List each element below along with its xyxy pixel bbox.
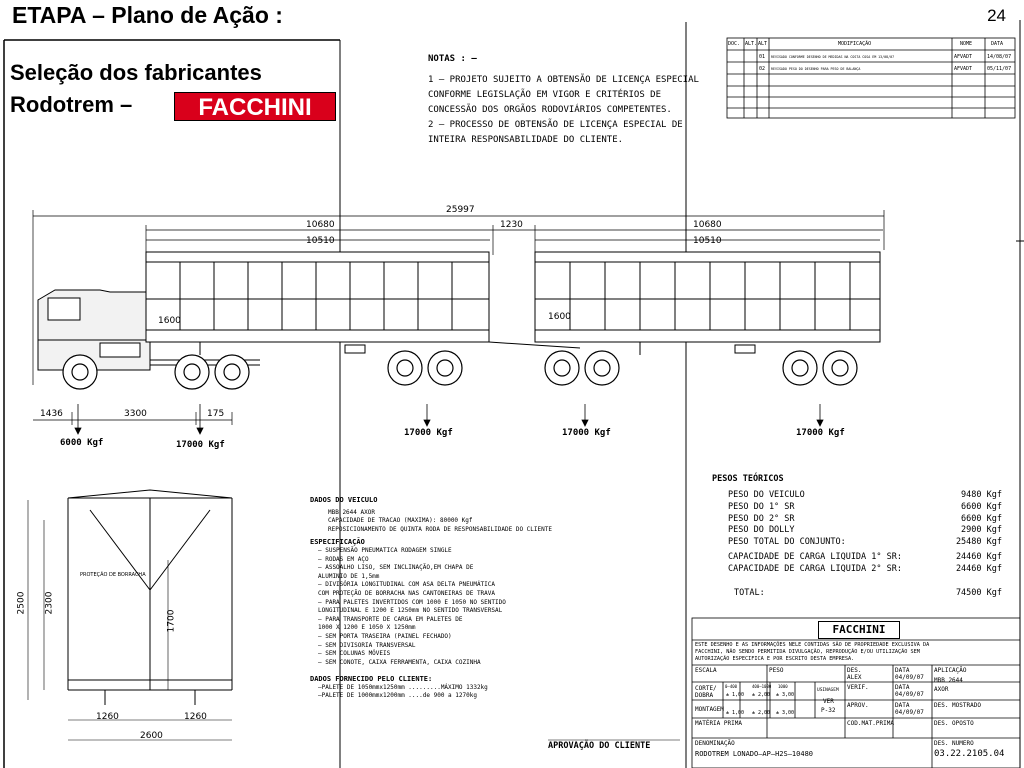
spec-line: – SEM CONOTE, CAIXA FERRAMENTA, CAIXA COZINHA: [318, 658, 481, 666]
load-front-axle: 6000 Kgf: [60, 438, 104, 448]
dim-height-1: 1600: [158, 316, 181, 326]
pesos-row: CAPACIDADE DE CARGA LIQUIDA 2° SR: 24460 Kgf: [728, 563, 1002, 574]
note-line: CONFORME LEGISLAÇÃO EM VIGOR E CRITÉRIOS DE: [428, 90, 661, 100]
spec-line: – SEM DIVISORIA TRANSVERSAL: [318, 641, 416, 649]
slide-number: 24: [987, 6, 1006, 25]
tb-dobra: DOBRA: [695, 692, 714, 699]
spec-title: ESPECIFICAÇÃO: [310, 538, 365, 547]
tb-tol: ± 3,00: [776, 710, 795, 716]
pesos-row: PESO TOTAL DO CONJUNTO: 25480 Kgf: [728, 537, 1002, 548]
dim-trailer1-outer: 10680: [306, 220, 335, 230]
spec-line: – SEM COLUNAS MÓVEIS: [318, 650, 391, 658]
dim-wheelbase: 3300: [124, 409, 147, 419]
note-line: 1 – PROJETO SUJEITO A OBTENSÃO DE LICENÇA ESPECIAL: [428, 75, 699, 85]
subtitle-line-1: Seleção dos fabricantes: [10, 60, 262, 85]
tb-aplicacao: APLICAÇÃO: [934, 667, 967, 674]
load-trailer2: 17000 Kgf: [796, 428, 845, 438]
tb-data-1: 04/09/07: [895, 674, 924, 681]
section-height-mid: 2300: [44, 591, 55, 615]
rev-row-data: 14/08/07: [987, 54, 1012, 60]
section-width-right: 1260: [184, 712, 207, 722]
tb-peso: PESO: [769, 667, 784, 674]
load-trailer1: 17000 Kgf: [404, 428, 453, 438]
section-height-outer: 2500: [16, 591, 27, 615]
dim-rear: 175: [207, 409, 225, 419]
spec-line: – SEM PORTA TRASEIRA (PAINEL FECHADO): [318, 632, 452, 640]
tb-usinagem: USINAGEM: [817, 688, 839, 693]
pesos-title: PESOS TEÓRICOS: [712, 474, 784, 484]
tb-verif: VERIF.: [847, 684, 869, 691]
rev-header-alt: ALT.: [745, 41, 758, 47]
tb-cod-mat-prima: COD.MAT.PRIMA: [847, 720, 894, 727]
tb-data-2: 04/09/07: [895, 691, 924, 698]
note-line: 2 – PROCESSO DE OBTENSÃO DE LICENÇA ESPECIAL DE: [428, 120, 683, 130]
spec-line: ALUMINIO DE 1,5mm: [318, 572, 380, 580]
client-approval: APROVAÇÃO DO CLIENTE: [548, 741, 651, 751]
wheels: [63, 351, 857, 389]
rev-header-alt2: ALT: [758, 41, 768, 47]
tb-disclaimer: FACCHINI, NÃO SENDO PERMITIDA DIVULGAÇÃO, REPRODUÇÃO E/OU UTILIZAÇÃO SEM: [695, 649, 920, 655]
spec-line: – RODAS EM AÇO: [318, 555, 369, 563]
rev-row-alt: 01: [759, 54, 766, 60]
spec-line: LONGITUDINAL E 1200 E 1250mm NO SENTIDO TRANSVERSAL: [318, 607, 503, 615]
pesos-row: PESO DO VEICULO 9480 Kgf: [728, 490, 1002, 500]
tb-des-name: ALEX: [847, 674, 862, 681]
supplied-line: –PALETE DE 1000mmx1200mm ....de 900 a 1270kg: [318, 692, 477, 700]
tb-denominacao-value: RODOTREM LONADO–AP–H2S–10480: [695, 750, 814, 758]
dim-trailer2-inner: 10510: [693, 236, 722, 246]
rev-row-nome: AFVADT: [954, 54, 973, 60]
notes-heading: NOTAS : –: [428, 54, 477, 64]
spec-line: – SUSPENSÃO PNEUMATICA RODAGEM SINGLE: [318, 546, 452, 554]
tb-tol: ± 2,00: [752, 692, 771, 698]
trailer-2: [535, 252, 880, 355]
tb-data-label: DATA: [895, 684, 910, 691]
trailer-1: [146, 252, 580, 355]
rev-row-mod: REVISADO PESO DO DESENHO PARA PESO DE BALANÇA: [771, 67, 861, 71]
rev-row-data: 05/11/07: [987, 66, 1012, 72]
slide-title: ETAPA – Plano de Ação :: [12, 2, 283, 28]
tb-des-numero-value: 03.22.2105.04: [934, 749, 1005, 759]
vehicle-data-block: [310, 492, 560, 701]
spec-line: COM PROTEÇÃO DE BORRACHA NAS CANTONEIRAS DE TRAVA: [318, 589, 496, 597]
tb-denominacao: DENOMINAÇÃO: [695, 740, 735, 747]
spec-line: – PARA TRANSPORTE DE CARGA EM PALETES DE: [318, 615, 463, 623]
tb-tol: ± 1,00: [726, 710, 745, 716]
rev-row-alt: 02: [759, 66, 766, 72]
dim-total: 25997: [446, 205, 475, 215]
pesos-total: TOTAL: 74500 Kgf: [734, 587, 1002, 598]
tb-disclaimer: ESTE DESENHO E AS INFORMAÇÕES NELE CONTIDAS SÃO DE PROPRIEDADE EXCLUSIVA DA: [695, 642, 930, 648]
tb-tol: ± 2,00: [752, 710, 771, 716]
section-width-left: 1260: [96, 712, 119, 722]
pesos-row: PESO DO 2° SR 6600 Kgf: [728, 513, 1002, 524]
spec-line: – PARA PALETES INVERTIDOS COM 1000 E 1050 NO SENTIDO: [318, 598, 506, 606]
tb-tol-range: 1000: [778, 684, 788, 689]
dados-vehicle-line: CAPACIDADE DE TRACAO (MAXIMA): 80000 Kgf: [328, 517, 473, 525]
section-width-total: 2600: [140, 731, 163, 741]
tb-escala: ESCALA: [695, 667, 717, 674]
rev-header-doc: DOC.: [728, 41, 741, 47]
supplied-line: –PALETE DE 1050mmx1250mm .........MÁXIMO 1332kg: [318, 683, 488, 691]
dados-vehicle-line: REPOSICIONAMENTO DE QUINTA RODA DE RESPONSABILIDADE DO CLIENTE: [328, 525, 552, 533]
tb-montagem: MONTAGEM: [695, 706, 724, 713]
dim-trailer1-inner: 10510: [306, 236, 335, 246]
dim-height-2: 1600: [548, 312, 571, 322]
rev-header-modificacao: MODIFICAÇÃO: [838, 41, 872, 47]
section-label: PROTEÇÃO DE BORRACHA: [80, 572, 146, 578]
facchini-logo: FACCHINI: [174, 92, 336, 121]
tb-des: DES.: [847, 667, 862, 674]
rev-header-data: DATA: [991, 41, 1004, 47]
theoretical-weights: [712, 474, 1002, 599]
tb-aplicacao-value: MBB 2644: [934, 677, 963, 684]
tb-des-numero: DES. NUMERO: [934, 740, 974, 747]
load-tractor-rear: 17000 Kgf: [176, 440, 225, 450]
dim-gap: 1230: [500, 220, 523, 230]
tb-disclaimer: AUTORIZAÇÃO ESPECIFICA E POR ESCRITO DESTA EMPRESA.: [695, 656, 855, 662]
tb-tol: ± 1,00: [726, 692, 745, 698]
tb-tol-range: 0–400: [725, 684, 738, 689]
rev-row-mod: REVISADO CONFORME DESENHO DE MEDIDAS NA COSTA COSA EM 13/08/07: [771, 55, 895, 59]
tb-aprov: APROV.: [847, 702, 869, 709]
section-view: [28, 490, 232, 740]
supplied-title: DADOS FORNECIDO PELO CLIENTE:: [310, 675, 433, 684]
note-line: INTEIRA RESPONSABILIDADE DO CLIENTE.: [428, 135, 624, 145]
dim-front-overhang: 1436: [40, 409, 63, 419]
spec-line: – ASSOALHO LISO, SEM INCLINAÇÃO,EM CHAPA DE: [318, 564, 474, 572]
dados-title: DADOS DO VEICULO: [310, 496, 378, 504]
tb-data-label: DATA: [895, 667, 910, 674]
tb-tol: ± 3,00: [776, 692, 795, 698]
revision-table-grid: [727, 38, 1015, 118]
spec-line: 1000 X 1200 E 1050 X 1250mm: [318, 624, 416, 632]
tb-corte: CORTE/: [695, 685, 717, 692]
subtitle-line-2: Rodotrem –: [10, 92, 133, 117]
spec-line: – DIVISÓRIA LONGITUDINAL COM ASA DELTA PNEUMÁTICA: [318, 581, 496, 589]
tb-data-3: 04/09/07: [895, 709, 924, 716]
load-dolly: 17000 Kgf: [562, 428, 611, 438]
dim-trailer2-outer: 10680: [693, 220, 722, 230]
tb-materia-prima: MATÉRIA PRIMA: [695, 720, 742, 727]
rev-header-nome: NOME: [960, 41, 973, 47]
rev-row-nome: AFVADT: [954, 66, 973, 72]
tb-data-label: DATA: [895, 702, 910, 709]
section-height-inner: 1700: [166, 609, 177, 633]
tb-p32: P-32: [821, 707, 836, 714]
pesos-row: CAPACIDADE DE CARGA LIQUIDA 1° SR: 24460 Kgf: [728, 551, 1002, 562]
tb-aplicacao-value: AXOR: [934, 686, 949, 693]
tb-ver: VER: [823, 698, 834, 705]
tb-tol-range: 400–1000: [752, 684, 772, 689]
dados-vehicle-line: MBB 2644 AXOR: [328, 508, 375, 516]
tb-des-mostrado: DES. MOSTRADO: [934, 702, 981, 709]
notes-block: [428, 52, 699, 148]
pesos-row: PESO DO DOLLY 2900 Kgf: [728, 525, 1002, 536]
pesos-row: PESO DO 1° SR 6600 Kgf: [728, 501, 1002, 512]
title-block-company: FACCHINI: [818, 621, 900, 639]
note-line: CONCESSÃO DOS ORGÃOS RODOVIÁRIOS COMPETENTES.: [428, 105, 672, 115]
tb-des-oposto: DES. OPOSTO: [934, 720, 974, 727]
